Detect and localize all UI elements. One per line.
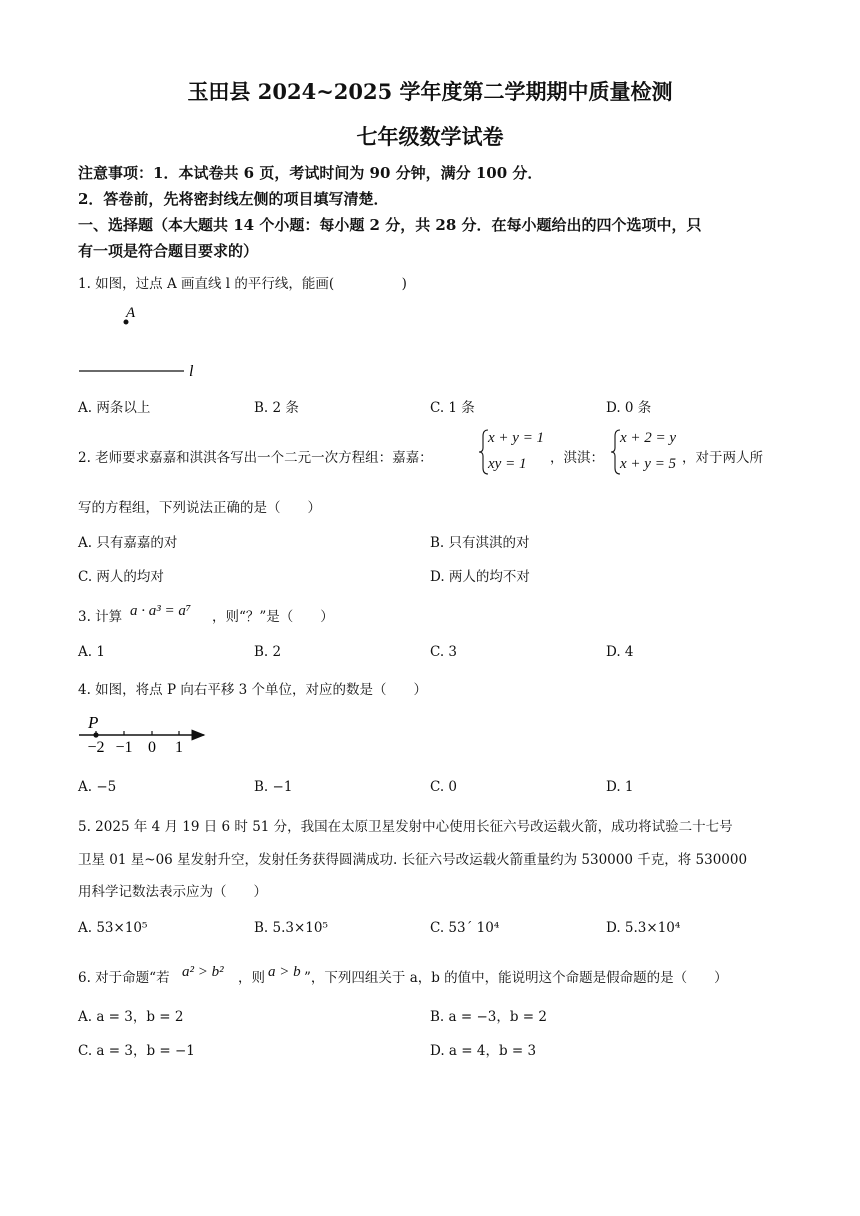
q6-option-b[interactable]: B. a = −3，b = 2 bbox=[430, 1009, 547, 1025]
question-6-condition: a² > b² bbox=[182, 964, 224, 980]
question-6-conclusion: a > b bbox=[268, 964, 301, 980]
q5-option-c[interactable]: C. 53´ 10⁴ bbox=[430, 920, 500, 936]
question-6-stem-a: 6. 对于命题“若 bbox=[78, 970, 170, 986]
q1-figure bbox=[70, 300, 210, 382]
tick-label-minus-2: −2 bbox=[87, 739, 105, 756]
number-line-figure bbox=[70, 710, 220, 760]
q2-option-a[interactable]: A. 只有嘉嘉的对 bbox=[78, 535, 178, 551]
q4-option-d[interactable]: D. 1 bbox=[606, 779, 634, 795]
point-p-label: P bbox=[88, 713, 99, 732]
q6-option-c[interactable]: C. a = 3，b = −1 bbox=[78, 1043, 195, 1059]
question-1-stem: 1. 如图，过点 A 画直线 l 的平行线，能画( ) bbox=[78, 276, 407, 292]
section-heading-line-1: 一、选择题（本大题共 14 个小题：每小题 2 分，共 28 分．在每小题给出的四个选项中，只 bbox=[78, 216, 702, 234]
question-2-stem-b: ，淇淇： bbox=[550, 450, 604, 466]
q4-option-b[interactable]: B. −1 bbox=[254, 779, 293, 795]
note-line-1: 注意事项：1．本试卷共 6 页，考试时间为 90 分钟，满分 100 分． bbox=[78, 164, 543, 182]
note-line-2: 2．答卷前，先将密封线左侧的项目填写清楚． bbox=[78, 190, 389, 208]
q1-option-c[interactable]: C. 1 条 bbox=[430, 400, 475, 416]
q5-option-d[interactable]: D. 5.3×10⁴ bbox=[606, 920, 681, 936]
question-4-stem: 4. 如图，将点 P 向右平移 3 个单位，对应的数是（ ） bbox=[78, 682, 428, 698]
q5-option-a[interactable]: A. 53×10⁵ bbox=[78, 920, 148, 936]
exam-title: 玉田县 2024~2025 学年度第二学期期中质量检测 bbox=[187, 79, 673, 104]
q3-option-b[interactable]: B. 2 bbox=[254, 644, 282, 660]
point-a-label: A bbox=[126, 305, 136, 321]
question-6-stem-c: ”，下列四组关于 a，b 的值中，能说明这个命题是假命题的是（ ） bbox=[304, 970, 728, 986]
question-3-stem-a: 3. 计算 bbox=[78, 609, 123, 625]
q5-option-b[interactable]: B. 5.3×10⁵ bbox=[254, 920, 328, 936]
system-1-eq-2: xy = 1 bbox=[488, 456, 527, 472]
question-6-stem-b: ，则 bbox=[238, 970, 265, 986]
tick-label-0: 0 bbox=[148, 739, 156, 756]
question-5-stem-line-2: 卫星 01 星~06 星发射升空，发射任务获得圆满成功. 长征六号改运载火箭重量约为 530000 千克，将 530000 bbox=[78, 852, 748, 868]
q1-option-a[interactable]: A. 两条以上 bbox=[78, 400, 151, 416]
q4-option-a[interactable]: A. −5 bbox=[78, 779, 117, 795]
q2-option-c[interactable]: C. 两人的均对 bbox=[78, 569, 164, 585]
tick-label-minus-1: −1 bbox=[115, 739, 133, 756]
question-3-stem-b: ，则“？”是（ ） bbox=[212, 609, 334, 625]
tick-label-1: 1 bbox=[175, 739, 183, 756]
q3-option-d[interactable]: D. 4 bbox=[606, 644, 634, 660]
q4-option-c[interactable]: C. 0 bbox=[430, 779, 458, 795]
question-2-stem-line-2: 写的方程组，下列说法正确的是（ ） bbox=[78, 500, 321, 516]
system-2-eq-1: x + 2 = y bbox=[620, 430, 677, 446]
point-p-dot bbox=[93, 732, 98, 737]
q6-option-a[interactable]: A. a = 3，b = 2 bbox=[78, 1009, 184, 1025]
question-2-stem-a: 2. 老师要求嘉嘉和淇淇各写出一个二元一次方程组：嘉嘉： bbox=[78, 450, 433, 466]
system-2-eq-2: x + y = 5 bbox=[620, 456, 677, 472]
system-1-eq-1: x + y = 1 bbox=[488, 430, 545, 446]
question-3-expression: a · a³ = a⁷ bbox=[130, 603, 192, 619]
question-5-stem-line-1: 5. 2025 年 4 月 19 日 6 时 51 分，我国在太原卫星发射中心使用长征六号改运载火箭，成功将试验二十七号 bbox=[78, 819, 733, 835]
q6-option-d[interactable]: D. a = 4，b = 3 bbox=[430, 1043, 537, 1059]
q3-option-c[interactable]: C. 3 bbox=[430, 644, 458, 660]
q3-option-a[interactable]: A. 1 bbox=[78, 644, 105, 660]
q1-option-d[interactable]: D. 0 条 bbox=[606, 400, 652, 416]
question-5-stem-line-3: 用科学记数法表示应为（ ） bbox=[78, 884, 267, 900]
line-l-label: l bbox=[189, 363, 194, 380]
section-heading-line-2: 有一项是符合题目要求的） bbox=[78, 242, 259, 260]
exam-subtitle: 七年级数学试卷 bbox=[356, 124, 504, 149]
q2-option-d[interactable]: D. 两人的均不对 bbox=[430, 569, 530, 585]
question-2-stem-c: ，对于两人所 bbox=[682, 450, 763, 466]
q2-option-b[interactable]: B. 只有淇淇的对 bbox=[430, 535, 530, 551]
q1-option-b[interactable]: B. 2 条 bbox=[254, 400, 299, 416]
